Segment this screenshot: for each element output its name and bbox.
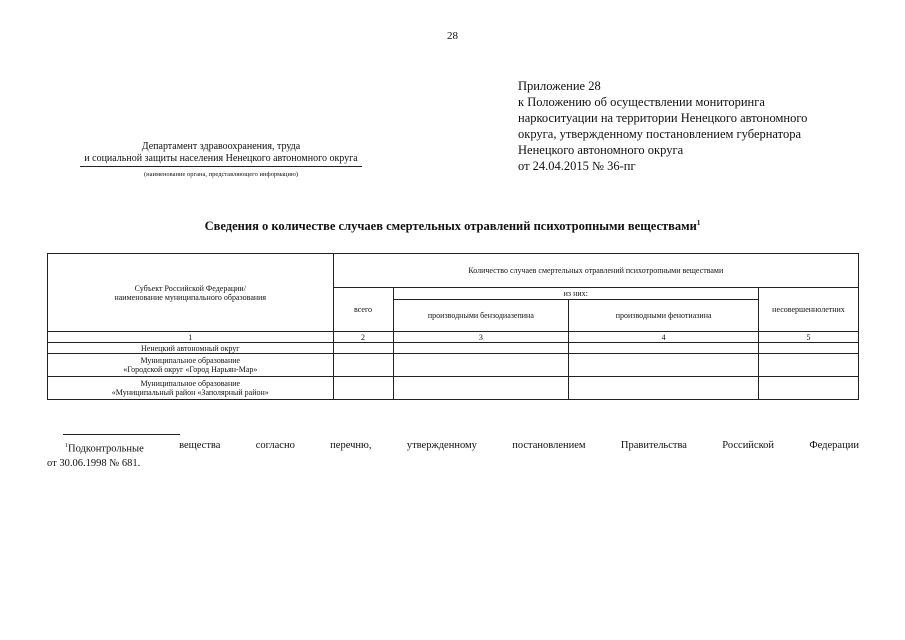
row-label-line: Муниципальное образование [140, 379, 241, 388]
value-cell[interactable] [393, 343, 569, 354]
column-number: 1 [48, 332, 334, 343]
value-cell[interactable] [759, 377, 859, 400]
footnote-word-text: Подконтрольные [68, 443, 144, 455]
appendix-line: к Положению об осуществлении мониторинга [518, 95, 765, 109]
footnote-word: Федерации [809, 440, 859, 451]
row-label-line: Муниципальное образование [140, 356, 241, 365]
table-row [48, 343, 859, 354]
footnote-word: постановлением [512, 440, 586, 451]
row-label [48, 377, 334, 400]
footnote-mark: 1 [696, 219, 701, 227]
value-cell[interactable] [569, 343, 759, 354]
value-cell[interactable] [569, 354, 759, 377]
column-number: 4 [569, 332, 759, 343]
row-label [48, 354, 334, 377]
header-of-which: из них: [393, 288, 759, 300]
value-cell[interactable] [333, 377, 393, 400]
department-line: Департамент здравоохранения, труда [141, 141, 301, 152]
department-block [60, 141, 382, 181]
footnote-mark: 1 [65, 443, 68, 449]
table-row [48, 377, 859, 400]
table-row [48, 354, 859, 377]
value-cell[interactable] [393, 354, 569, 377]
footnote-word: согласно [255, 440, 295, 451]
appendix-line: от 24.04.2015 № 36-пг [518, 159, 636, 173]
header-subject-line: наименование муниципального образования [114, 292, 267, 302]
footnote-rule [63, 434, 180, 435]
header-total: всего [333, 288, 393, 332]
row-label-line: «Городской округ «Город Нарьян-Мар» [123, 365, 258, 374]
header-subject [48, 254, 334, 332]
header-phenothiazine: производными фенотиазина [569, 300, 759, 332]
column-number: 2 [333, 332, 393, 343]
appendix-line: округа, утвержденному постановлением губернатора [518, 127, 801, 141]
footnote-word: перечню, [330, 440, 372, 451]
header-minors: несовершеннолетних [759, 288, 859, 332]
value-cell[interactable] [333, 343, 393, 354]
report-table [47, 253, 859, 400]
header-benzodiazepine: производными бензодиазепина [393, 300, 569, 332]
header-subject-line: Субъект Российской Федерации/ [134, 283, 246, 293]
row-label: Ненецкий автономный округ [48, 343, 334, 354]
page-number: 28 [447, 30, 458, 42]
document-title-text: Сведения о количестве случаев смертельных отравлений психотропными веществами [204, 219, 697, 234]
value-cell[interactable] [569, 377, 759, 400]
column-number: 5 [759, 332, 859, 343]
document-title [0, 219, 905, 234]
value-cell[interactable] [393, 377, 569, 400]
appendix-title: Приложение 28 [518, 79, 601, 93]
department-caption: (наименование органа, представляющего информацию) [143, 171, 299, 178]
footnote-line [47, 439, 859, 457]
value-cell[interactable] [759, 343, 859, 354]
footnote [47, 439, 859, 471]
footnote-word: вещества [179, 440, 221, 451]
footnote-line: от 30.06.1998 № 681. [47, 457, 141, 469]
appendix-line: наркоситуации на территории Ненецкого автономного [518, 111, 808, 125]
header-cases: Количество случаев смертельных отравлений психотропными веществами [333, 254, 858, 288]
appendix-line: Ненецкого автономного округа [518, 143, 684, 157]
value-cell[interactable] [759, 354, 859, 377]
footnote-word: Российской [722, 440, 775, 451]
footnote-word: Правительства [620, 440, 687, 451]
value-cell[interactable] [333, 354, 393, 377]
appendix-block [518, 78, 807, 174]
row-label-line: «Муниципальный район «Заполярный район» [111, 388, 269, 397]
footnote-word [65, 439, 144, 457]
footnote-word: утвержденному [406, 440, 477, 451]
department-line: и социальной защиты населения Ненецкого автономного округа [80, 153, 361, 167]
column-number-row [48, 332, 859, 343]
column-number: 3 [393, 332, 569, 343]
